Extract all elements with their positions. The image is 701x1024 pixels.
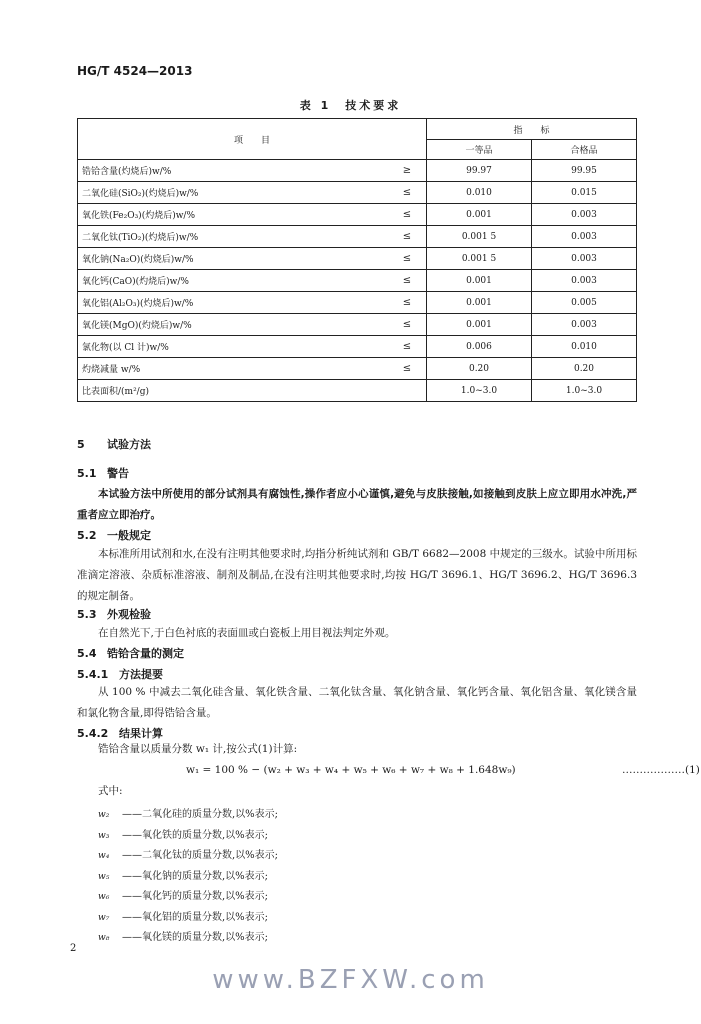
page-number: 2 [70, 943, 77, 954]
row-item-cell: 氧化钙(CaO)(灼烧后)w/% [78, 270, 389, 292]
symbol-definition [98, 826, 268, 841]
section-5-4-1-heading [77, 666, 163, 682]
row-operator-cell: ≤ [388, 314, 427, 336]
row-first-grade-cell: 0.010 [427, 182, 532, 204]
row-first-grade-cell: 0.001 [427, 270, 532, 292]
appearance-paragraph: 在自然光下,于白色衬底的表面皿或白瓷板上用目视法判定外观。 [98, 627, 396, 639]
row-qualified-cell: 0.003 [532, 204, 637, 226]
definition-symbol: w₇ [98, 912, 110, 923]
row-first-grade-cell: 0.001 [427, 204, 532, 226]
symbol-definition [98, 928, 268, 943]
row-operator-cell: ≥ [388, 160, 427, 182]
warning-paragraph: 本试验方法中所使用的部分试剂具有腐蚀性,操作者应小心谨慎,避免与皮肤接触,如接触到皮肤上应立即用水冲洗,严重者应立即治疗。 [77, 488, 637, 521]
column-header-item: 项 目 [78, 119, 427, 160]
row-qualified-cell: 0.003 [532, 226, 637, 248]
row-first-grade-cell: 99.97 [427, 160, 532, 182]
table-row [78, 226, 637, 248]
table-row [78, 270, 637, 292]
technical-requirements-table [77, 118, 637, 402]
row-item-cell: 氧化铝(Al₂O₃)(灼烧后)w/% [78, 292, 389, 314]
row-operator-cell: ≤ [388, 270, 427, 292]
table-title: 表 1 技术要求 [299, 99, 402, 112]
section-5-3-heading [77, 606, 151, 622]
definition-symbol: w₃ [98, 830, 110, 841]
table-row [78, 160, 637, 182]
definition-text: ——二氧化硅的质量分数,以%表示; [122, 809, 279, 820]
section-5-4-heading [77, 645, 184, 661]
section-number: 5.4.2 [77, 727, 109, 740]
table-row [78, 380, 637, 402]
table-row [78, 358, 637, 380]
definition-text: ——氧化钙的质量分数,以%表示; [122, 891, 269, 902]
definition-text: ——氧化钠的质量分数,以%表示; [122, 870, 269, 882]
table-row [78, 314, 637, 336]
section-title: 试验方法 [107, 438, 151, 451]
column-header-qualified: 合格品 [532, 140, 637, 160]
row-qualified-cell: 0.20 [532, 358, 637, 380]
row-first-grade-cell: 1.0~3.0 [427, 380, 532, 402]
row-qualified-cell: 0.003 [532, 314, 637, 336]
formula-1: w₁ = 100 % − (w₂ + w₃ + w₄ + w₅ + w₆ + w₇ + w₈ + 1.648w₉) [186, 764, 516, 776]
section-number: 5.4 [77, 647, 97, 660]
table-row [78, 292, 637, 314]
section-number: 5.2 [77, 529, 97, 542]
definition-text: ——二氧化钛的质量分数,以%表示; [122, 850, 279, 861]
section-number: 5.1 [77, 467, 97, 480]
row-item-cell: 氧化镁(MgO)(灼烧后)w/% [78, 314, 389, 336]
definition-symbol: w₆ [98, 892, 110, 902]
method-summary-paragraph: 从 100 % 中减去二氧化硅含量、氧化铁含量、二氧化钛含量、氧化钠含量、氧化钙含量、氧化铝含量、氧化镁含量和氯化物含量,即得锆铪含量。 [77, 686, 637, 719]
section-number: 5.3 [77, 608, 97, 621]
row-first-grade-cell: 0.006 [427, 336, 532, 358]
row-operator-cell: ≤ [388, 248, 427, 270]
row-item-cell: 灼烧减量 w/% [78, 358, 389, 380]
column-header-index: 指 标 [427, 119, 637, 140]
row-first-grade-cell: 0.001 5 [427, 248, 532, 270]
table-row [78, 336, 637, 358]
row-operator-cell: ≤ [388, 358, 427, 380]
column-header-first-grade: 一等品 [427, 140, 532, 160]
row-operator-cell: ≤ [388, 292, 427, 314]
row-qualified-cell: 0.003 [532, 248, 637, 270]
section-5-heading [77, 436, 151, 452]
row-operator-cell: ≤ [388, 226, 427, 248]
definition-text: ——氧化镁的质量分数,以%表示; [122, 932, 269, 943]
row-item-cell: 锆铪含量(灼烧后)w/% [78, 160, 389, 182]
row-item-cell: 氯化物(以 Cl 计)w/% [78, 336, 389, 358]
row-operator-cell: ≤ [388, 204, 427, 226]
where-label: 式中: [98, 785, 123, 797]
symbol-definition [98, 908, 268, 923]
definition-symbol: w₄ [98, 851, 110, 861]
row-item-cell: 比表面积/(m²/g) [78, 380, 427, 402]
row-qualified-cell: 0.005 [532, 292, 637, 314]
row-first-grade-cell: 0.001 [427, 292, 532, 314]
row-qualified-cell: 99.95 [532, 160, 637, 182]
table-row [78, 248, 637, 270]
row-first-grade-cell: 0.001 [427, 314, 532, 336]
general-rules-paragraph: 本标准所用试剂和水,在没有注明其他要求时,均指分析纯试剂和 GB/T 6682—2008 中规定的三级水。试验中所用标准滴定溶液、杂质标准溶液、制剂及制品,在没有注明其他要求时,均按 HG/T 3696.1、HG/T 3696.2、HG/T 3696.3 的规定制备。 [77, 548, 637, 602]
section-title: 锆铪含量的测定 [107, 647, 184, 660]
table-row [78, 204, 637, 226]
row-operator-cell: ≤ [388, 336, 427, 358]
section-number: 5.4.1 [77, 668, 109, 681]
section-5-1-heading [77, 465, 129, 481]
site-watermark: www.BZFXW.com [212, 965, 489, 995]
symbol-definition [98, 887, 268, 902]
section-title: 外观检验 [107, 608, 151, 621]
definition-symbol: w₅ [98, 871, 110, 882]
row-qualified-cell: 1.0~3.0 [532, 380, 637, 402]
definition-symbol: w₈ [98, 933, 110, 943]
definition-text: ——氧化铁的质量分数,以%表示; [122, 829, 269, 841]
row-item-cell: 二氧化硅(SiO₂)(灼烧后)w/% [78, 182, 389, 204]
symbol-definition [98, 805, 278, 820]
symbol-definition [98, 846, 278, 861]
section-title: 警告 [107, 467, 129, 480]
row-item-cell: 二氧化钛(TiO₂)(灼烧后)w/% [78, 226, 389, 248]
section-title: 方法提要 [119, 668, 163, 681]
calculation-intro: 锆铪含量以质量分数 w₁ 计,按公式(1)计算: [98, 743, 298, 755]
section-number: 5 [77, 438, 85, 451]
row-qualified-cell: 0.015 [532, 182, 637, 204]
row-qualified-cell: 0.010 [532, 336, 637, 358]
row-first-grade-cell: 0.20 [427, 358, 532, 380]
section-title: 结果计算 [119, 727, 163, 740]
row-item-cell: 氧化铁(Fe₂O₃)(灼烧后)w/% [78, 204, 389, 226]
section-title: 一般规定 [107, 529, 151, 542]
row-item-cell: 氧化钠(Na₂O)(灼烧后)w/% [78, 248, 389, 270]
row-qualified-cell: 0.003 [532, 270, 637, 292]
row-operator-cell: ≤ [388, 182, 427, 204]
definition-symbol: w₂ [98, 810, 110, 820]
row-first-grade-cell: 0.001 5 [427, 226, 532, 248]
symbol-definition [98, 867, 268, 882]
standard-code-header: HG/T 4524—2013 [77, 64, 193, 78]
definition-text: ——氧化铝的质量分数,以%表示; [122, 911, 269, 923]
formula-number: ………………(1) [622, 764, 700, 776]
section-5-2-heading [77, 527, 151, 543]
table-row [78, 182, 637, 204]
